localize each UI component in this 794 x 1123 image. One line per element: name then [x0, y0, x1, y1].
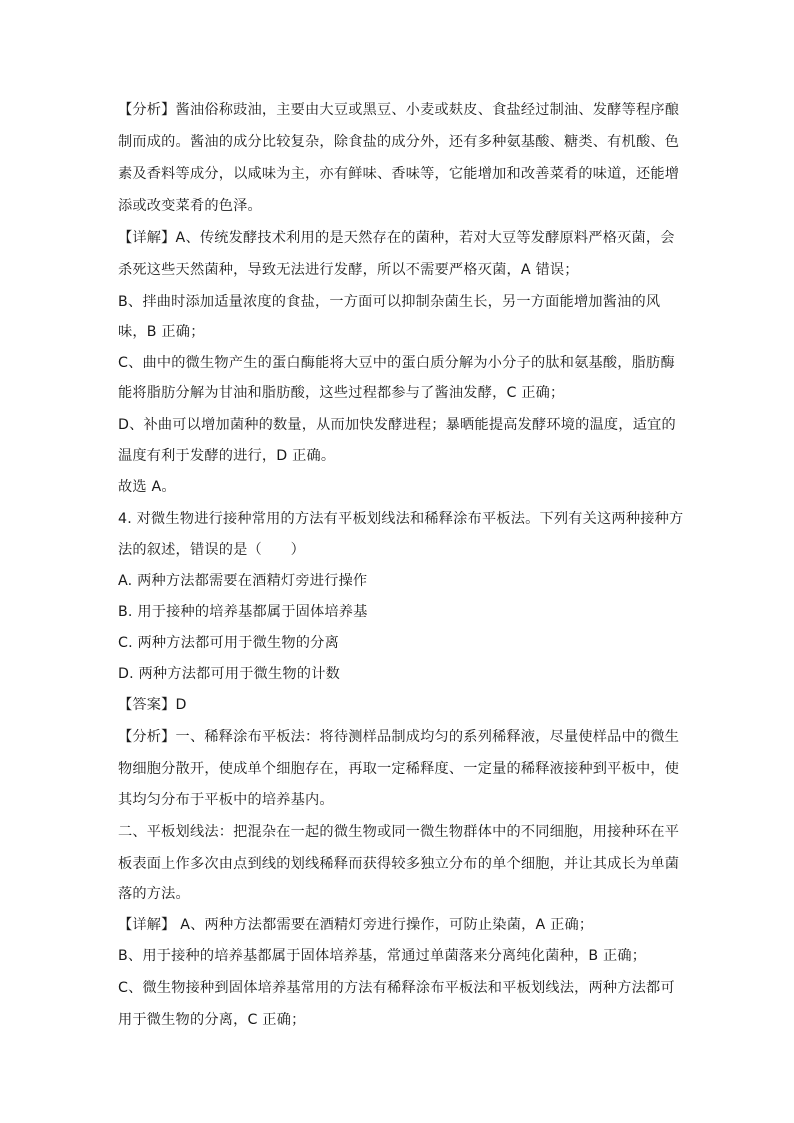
text-line: 味，B 正确； — [118, 324, 205, 340]
text-line: 温度有利于发酵的进行，D 正确。 — [118, 448, 336, 464]
text-line: D、补曲可以增加菌种的数量，从而加快发酵进程；暴晒能提高发酵环境的温度，适宜的 — [118, 417, 676, 433]
text-line: 【分析】酱油俗称豉油，主要由大豆或黑豆、小麦或麸皮、食盐经过制油、发酵等程序酿 — [118, 102, 680, 118]
option-d: D. 两种方法都可用于微生物的计数 — [118, 666, 340, 682]
option-b: B. 用于接种的培养基都属于固体培养基 — [118, 604, 368, 620]
text-line: 故选 A。 — [118, 479, 176, 495]
text-line: 用于微生物的分离，C 正确； — [118, 1012, 306, 1028]
text-line: 添或改变菜肴的色泽。 — [118, 198, 262, 214]
question-stem: 法的叙述，错误的是（ ） — [118, 542, 306, 558]
option-a: A. 两种方法都需要在酒精灯旁进行操作 — [118, 573, 368, 589]
question-stem: 4. 对微生物进行接种常用的方法有平板划线法和稀释涂布平板法。下列有关这两种接种方 — [118, 511, 684, 527]
text-line: B、用于接种的培养基都属于固体培养基，常通过单菌落来分离纯化菌种，B 正确； — [118, 948, 647, 964]
text-line: 素及香料等成分，以咸味为主，亦有鲜味、香味等，它能增加和改善菜肴的味道，还能增 — [118, 166, 680, 182]
answer-line: 【答案】D — [118, 697, 187, 713]
text-line: 落的方法。 — [118, 886, 190, 902]
text-line: 物细胞分散开，使成单个细胞存在，再取一定稀释度、一定量的稀释液接种到平板中，使 — [118, 761, 680, 777]
text-line: C、微生物接种到固体培养基常用的方法有稀释涂布平板法和平板划线法，两种方法都可 — [118, 980, 675, 996]
text-line: 【分析】一、稀释涂布平板法：将待测样品制成均匀的系列稀释液，尽量使样品中的微生 — [118, 729, 680, 745]
text-line: 板表面上作多次由点到线的划线稀释而获得较多独立分布的单个细胞，并让其成长为单菌 — [118, 856, 680, 872]
text-line: 能将脂肪分解为甘油和脂肪酸，这些过程都参与了酱油发酵，C 正确； — [118, 385, 565, 401]
option-c: C. 两种方法都可用于微生物的分离 — [118, 635, 339, 651]
text-line: C、曲中的微生物产生的蛋白酶能将大豆中的蛋白质分解为小分子的肽和氨基酸，脂肪酶 — [118, 355, 675, 371]
text-line: 【详解】A、传统发酵技术利用的是天然存在的菌种，若对大豆等发酵原料严格灭菌，会 — [118, 230, 675, 246]
text-line: 其均匀分布于平板中的培养基内。 — [118, 792, 334, 808]
text-line: B、拌曲时添加适量浓度的食盐，一方面可以抑制杂菌生长，另一方面能增加酱油的风 — [118, 294, 661, 310]
text-line: 杀死这些天然菌种，导致无法进行发酵，所以不需要严格灭菌，A 错误； — [118, 262, 579, 278]
text-line: 制而成的。酱油的成分比较复杂，除食盐的成分外，还有多种氨基酸、糖类、有机酸、色 — [118, 134, 680, 150]
text-line: 二、平板划线法：把混杂在一起的微生物或同一微生物群体中的不同细胞，用接种环在平 — [118, 824, 680, 840]
text-line: 【详解】 A、两种方法都需要在酒精灯旁进行操作，可防止染菌，A 正确； — [118, 917, 594, 933]
